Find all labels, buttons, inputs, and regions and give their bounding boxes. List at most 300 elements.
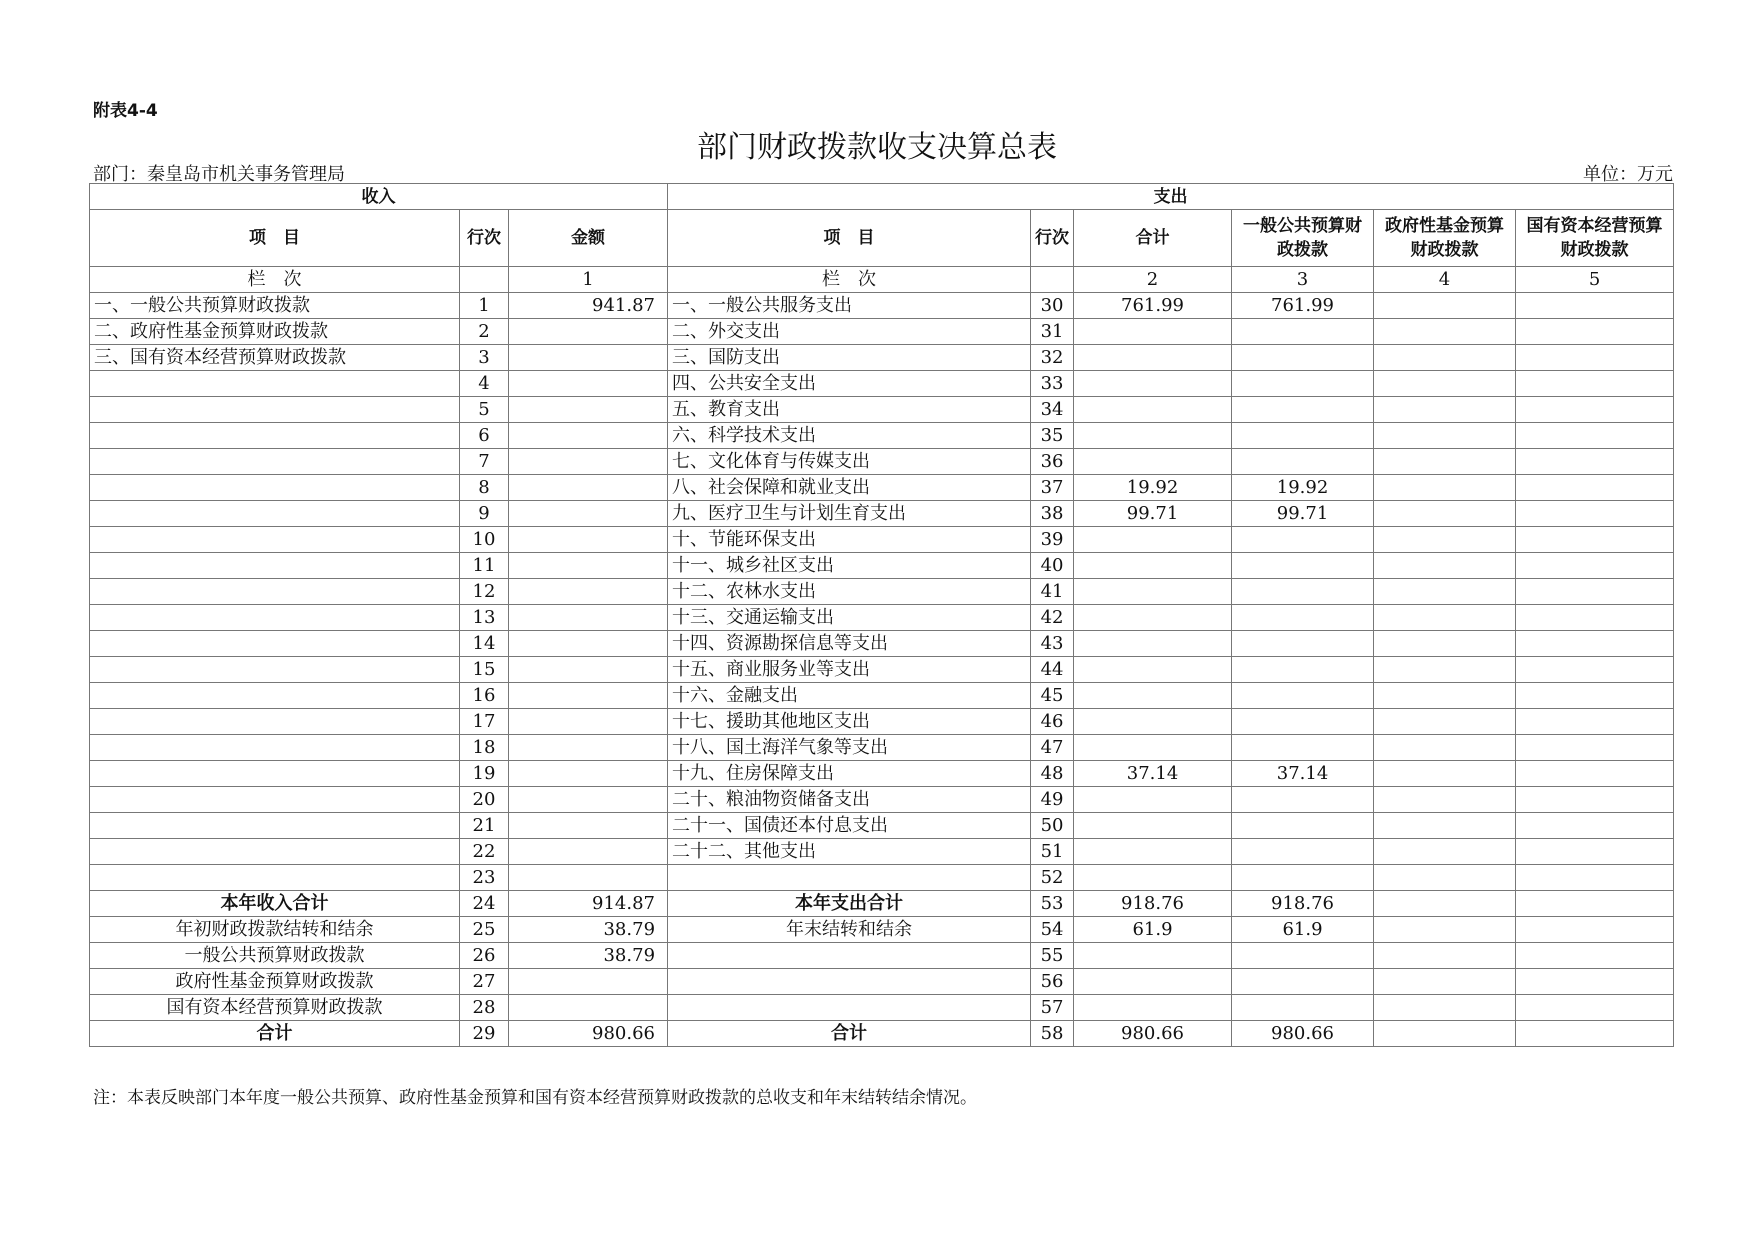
empty-cell — [460, 267, 509, 293]
expense-general — [1232, 449, 1374, 475]
expense-item — [668, 969, 1031, 995]
expense-item: 本年支出合计 — [668, 891, 1031, 917]
empty-cell — [1031, 267, 1074, 293]
page-title: 部门财政拨款收支决算总表 — [697, 130, 1057, 165]
expense-gov-fund — [1374, 813, 1516, 839]
expense-state-capital — [1516, 605, 1674, 631]
expense-state-capital — [1516, 969, 1674, 995]
income-amount: 38.79 — [509, 917, 668, 943]
expense-general — [1232, 813, 1374, 839]
income-item: 一般公共预算财政拨款 — [90, 943, 460, 969]
income-item — [90, 397, 460, 423]
table-row — [90, 319, 1674, 345]
income-row-no: 27 — [460, 969, 509, 995]
table-row — [90, 787, 1674, 813]
income-amount — [509, 969, 668, 995]
expense-gov-fund — [1374, 371, 1516, 397]
expense-gov-fund — [1374, 293, 1516, 319]
expense-total — [1074, 787, 1232, 813]
expense-gov-fund — [1374, 839, 1516, 865]
expense-total — [1074, 423, 1232, 449]
expense-gov-fund — [1374, 943, 1516, 969]
income-item — [90, 371, 460, 397]
expense-row-no: 31 — [1031, 319, 1074, 345]
income-item — [90, 579, 460, 605]
expense-total — [1074, 839, 1232, 865]
expense-total — [1074, 319, 1232, 345]
expense-general: 19.92 — [1232, 475, 1374, 501]
income-item: 国有资本经营预算财政拨款 — [90, 995, 460, 1021]
expense-row-no: 55 — [1031, 943, 1074, 969]
expense-item: 十八、国土海洋气象等支出 — [668, 735, 1031, 761]
expense-gov-fund — [1374, 683, 1516, 709]
expense-item: 十、节能环保支出 — [668, 527, 1031, 553]
income-item — [90, 501, 460, 527]
expense-general — [1232, 995, 1374, 1021]
expense-row-no: 40 — [1031, 553, 1074, 579]
expense-total — [1074, 657, 1232, 683]
expense-total — [1074, 553, 1232, 579]
income-item: 三、国有资本经营预算财政拨款 — [90, 345, 460, 371]
expense-total — [1074, 995, 1232, 1021]
expense-row-no: 46 — [1031, 709, 1074, 735]
income-amount — [509, 501, 668, 527]
income-row-no: 1 — [460, 293, 509, 319]
income-amount — [509, 631, 668, 657]
income-row-no: 6 — [460, 423, 509, 449]
income-row-no: 10 — [460, 527, 509, 553]
expense-total — [1074, 969, 1232, 995]
table-row — [90, 345, 1674, 371]
income-amount — [509, 345, 668, 371]
expense-total — [1074, 735, 1232, 761]
expense-gov-fund — [1374, 917, 1516, 943]
income-item — [90, 423, 460, 449]
expense-state-capital — [1516, 371, 1674, 397]
expense-item: 十一、城乡社区支出 — [668, 553, 1031, 579]
expense-item: 十六、金融支出 — [668, 683, 1031, 709]
expense-row-no: 44 — [1031, 657, 1074, 683]
expense-total — [1074, 397, 1232, 423]
expense-total — [1074, 683, 1232, 709]
income-row-no: 13 — [460, 605, 509, 631]
expense-gov-fund — [1374, 527, 1516, 553]
expense-state-capital — [1516, 813, 1674, 839]
expense-item: 五、教育支出 — [668, 397, 1031, 423]
table-row — [90, 839, 1674, 865]
expense-gov-fund — [1374, 605, 1516, 631]
expense-row-no: 33 — [1031, 371, 1074, 397]
income-amount — [509, 527, 668, 553]
income-item: 本年收入合计 — [90, 891, 460, 917]
table-row — [90, 995, 1674, 1021]
expense-item — [668, 995, 1031, 1021]
expense-gov-fund — [1374, 319, 1516, 345]
expense-general — [1232, 423, 1374, 449]
income-amount — [509, 319, 668, 345]
table-row — [90, 397, 1674, 423]
income-amount — [509, 865, 668, 891]
column-no-2: 2 — [1074, 267, 1232, 293]
expense-general — [1232, 787, 1374, 813]
income-row-no: 15 — [460, 657, 509, 683]
income-item — [90, 839, 460, 865]
expense-total — [1074, 527, 1232, 553]
income-row-no: 28 — [460, 995, 509, 1021]
income-amount — [509, 761, 668, 787]
expense-gov-fund — [1374, 865, 1516, 891]
expense-state-capital — [1516, 735, 1674, 761]
expense-state-capital — [1516, 553, 1674, 579]
expense-state-capital — [1516, 709, 1674, 735]
expense-general — [1232, 657, 1374, 683]
expense-state-capital — [1516, 423, 1674, 449]
expense-state-capital — [1516, 345, 1674, 371]
expense-state-capital — [1516, 865, 1674, 891]
expense-item: 二、外交支出 — [668, 319, 1031, 345]
expense-total — [1074, 813, 1232, 839]
income-item — [90, 657, 460, 683]
expense-total: 761.99 — [1074, 293, 1232, 319]
income-item — [90, 475, 460, 501]
expense-item: 十三、交通运输支出 — [668, 605, 1031, 631]
income-row-no: 19 — [460, 761, 509, 787]
expense-state-capital — [1516, 319, 1674, 345]
income-item — [90, 553, 460, 579]
expense-general — [1232, 319, 1374, 345]
column-label-right: 栏 次 — [668, 267, 1031, 293]
expense-gov-fund — [1374, 397, 1516, 423]
gov-fund-header: 政府性基金预算财政拨款 — [1374, 210, 1516, 267]
table-row — [90, 449, 1674, 475]
expense-state-capital — [1516, 527, 1674, 553]
expense-general: 37.14 — [1232, 761, 1374, 787]
table-row — [90, 683, 1674, 709]
expense-total — [1074, 631, 1232, 657]
expense-state-capital — [1516, 683, 1674, 709]
expense-item: 四、公共安全支出 — [668, 371, 1031, 397]
expense-item: 十九、住房保障支出 — [668, 761, 1031, 787]
budget-table — [89, 183, 1674, 1047]
income-header: 收入 — [90, 184, 668, 210]
column-no-5: 5 — [1516, 267, 1674, 293]
expense-total — [1074, 449, 1232, 475]
footnote: 注：本表反映部门本年度一般公共预算、政府性基金预算和国有资本经营预算财政拨款的总收支和年末结转结余情况。 — [93, 1088, 977, 1108]
income-amount: 38.79 — [509, 943, 668, 969]
expense-state-capital — [1516, 475, 1674, 501]
income-row-no: 7 — [460, 449, 509, 475]
income-item — [90, 787, 460, 813]
expense-state-capital — [1516, 1021, 1674, 1047]
appendix-label: 附表4-4 — [93, 101, 158, 121]
expense-row-no: 49 — [1031, 787, 1074, 813]
income-amount — [509, 787, 668, 813]
table-row — [90, 657, 1674, 683]
income-row-no: 3 — [460, 345, 509, 371]
expense-state-capital — [1516, 397, 1674, 423]
expense-row-no: 37 — [1031, 475, 1074, 501]
income-row-no: 20 — [460, 787, 509, 813]
income-row-no: 11 — [460, 553, 509, 579]
income-row-no: 24 — [460, 891, 509, 917]
table-row — [90, 865, 1674, 891]
income-amount — [509, 709, 668, 735]
income-item: 年初财政拨款结转和结余 — [90, 917, 460, 943]
income-amount — [509, 657, 668, 683]
expense-gov-fund — [1374, 1021, 1516, 1047]
expense-total — [1074, 865, 1232, 891]
expense-general — [1232, 397, 1374, 423]
income-amount — [509, 995, 668, 1021]
expense-gov-fund — [1374, 761, 1516, 787]
expense-total — [1074, 709, 1232, 735]
expense-gov-fund — [1374, 579, 1516, 605]
table-row — [90, 371, 1674, 397]
income-row-no: 29 — [460, 1021, 509, 1047]
department-label: 部门：秦皇岛市机关事务管理局 — [93, 164, 345, 185]
income-item-header: 项 目 — [90, 210, 460, 267]
expense-row-no: 42 — [1031, 605, 1074, 631]
table-row — [90, 709, 1674, 735]
income-amount — [509, 371, 668, 397]
income-amount — [509, 735, 668, 761]
expense-gov-fund — [1374, 553, 1516, 579]
income-amount — [509, 839, 668, 865]
expense-gov-fund — [1374, 423, 1516, 449]
table-row — [90, 527, 1674, 553]
income-item — [90, 683, 460, 709]
income-row-no: 25 — [460, 917, 509, 943]
table-row — [90, 943, 1674, 969]
expense-gov-fund — [1374, 709, 1516, 735]
expense-state-capital — [1516, 501, 1674, 527]
income-amount: 941.87 — [509, 293, 668, 319]
income-row-no: 14 — [460, 631, 509, 657]
expense-gov-fund — [1374, 345, 1516, 371]
income-row-no: 4 — [460, 371, 509, 397]
expense-item — [668, 865, 1031, 891]
expense-row-no: 41 — [1031, 579, 1074, 605]
expense-total — [1074, 605, 1232, 631]
unit-label: 单位：万元 — [1583, 164, 1673, 185]
expense-item: 二十二、其他支出 — [668, 839, 1031, 865]
expense-total: 980.66 — [1074, 1021, 1232, 1047]
income-row-no: 21 — [460, 813, 509, 839]
income-row-no: 5 — [460, 397, 509, 423]
expense-total — [1074, 579, 1232, 605]
expense-row-no: 34 — [1031, 397, 1074, 423]
amount-header: 金额 — [509, 210, 668, 267]
income-item: 一、一般公共预算财政拨款 — [90, 293, 460, 319]
expense-total — [1074, 943, 1232, 969]
expense-row-no: 43 — [1031, 631, 1074, 657]
expense-general — [1232, 943, 1374, 969]
expense-item: 合计 — [668, 1021, 1031, 1047]
expense-item: 十七、援助其他地区支出 — [668, 709, 1031, 735]
expense-total — [1074, 371, 1232, 397]
income-item: 政府性基金预算财政拨款 — [90, 969, 460, 995]
expense-row-no: 32 — [1031, 345, 1074, 371]
expense-general: 99.71 — [1232, 501, 1374, 527]
expense-item: 八、社会保障和就业支出 — [668, 475, 1031, 501]
income-row-no-header: 行次 — [460, 210, 509, 267]
expense-general: 918.76 — [1232, 891, 1374, 917]
expense-general — [1232, 553, 1374, 579]
expense-item: 三、国防支出 — [668, 345, 1031, 371]
expense-state-capital — [1516, 449, 1674, 475]
expense-row-no: 38 — [1031, 501, 1074, 527]
expense-row-no: 52 — [1031, 865, 1074, 891]
income-amount — [509, 423, 668, 449]
expense-state-capital — [1516, 293, 1674, 319]
income-row-no: 16 — [460, 683, 509, 709]
column-no-1: 1 — [509, 267, 668, 293]
income-item — [90, 709, 460, 735]
income-amount — [509, 553, 668, 579]
expense-row-no: 50 — [1031, 813, 1074, 839]
expense-row-no: 56 — [1031, 969, 1074, 995]
income-item — [90, 865, 460, 891]
table-row — [90, 631, 1674, 657]
income-row-no: 8 — [460, 475, 509, 501]
expense-general — [1232, 683, 1374, 709]
expense-state-capital — [1516, 891, 1674, 917]
table-row — [90, 423, 1674, 449]
general-budget-header: 一般公共预算财政拨款 — [1232, 210, 1374, 267]
income-item: 二、政府性基金预算财政拨款 — [90, 319, 460, 345]
expense-item: 二十一、国债还本付息支出 — [668, 813, 1031, 839]
table-row — [90, 891, 1674, 917]
income-amount — [509, 397, 668, 423]
expense-item: 六、科学技术支出 — [668, 423, 1031, 449]
expense-total: 37.14 — [1074, 761, 1232, 787]
expense-item: 十二、农林水支出 — [668, 579, 1031, 605]
expense-row-no: 30 — [1031, 293, 1074, 319]
expense-total — [1074, 345, 1232, 371]
expense-general — [1232, 735, 1374, 761]
expense-state-capital — [1516, 579, 1674, 605]
expense-item-header: 项 目 — [668, 210, 1031, 267]
expense-item — [668, 943, 1031, 969]
expense-gov-fund — [1374, 631, 1516, 657]
table-row — [90, 761, 1674, 787]
expense-gov-fund — [1374, 501, 1516, 527]
income-row-no: 12 — [460, 579, 509, 605]
income-amount: 980.66 — [509, 1021, 668, 1047]
income-row-no: 17 — [460, 709, 509, 735]
expense-state-capital — [1516, 631, 1674, 657]
income-amount — [509, 475, 668, 501]
expense-total: 19.92 — [1074, 475, 1232, 501]
expense-row-no: 47 — [1031, 735, 1074, 761]
column-label-left: 栏 次 — [90, 267, 460, 293]
expense-row-no: 54 — [1031, 917, 1074, 943]
expense-row-no: 51 — [1031, 839, 1074, 865]
expense-state-capital — [1516, 657, 1674, 683]
expense-general: 61.9 — [1232, 917, 1374, 943]
expense-general — [1232, 345, 1374, 371]
expense-row-no: 39 — [1031, 527, 1074, 553]
expense-general — [1232, 527, 1374, 553]
income-item — [90, 449, 460, 475]
expense-state-capital — [1516, 787, 1674, 813]
income-item — [90, 761, 460, 787]
expense-general — [1232, 839, 1374, 865]
expense-row-no: 53 — [1031, 891, 1074, 917]
income-item — [90, 631, 460, 657]
column-no-4: 4 — [1374, 267, 1516, 293]
expense-row-no: 36 — [1031, 449, 1074, 475]
table-row — [90, 813, 1674, 839]
table-row — [90, 1021, 1674, 1047]
table-row — [90, 735, 1674, 761]
expense-general — [1232, 631, 1374, 657]
expense-general — [1232, 371, 1374, 397]
income-row-no: 26 — [460, 943, 509, 969]
income-row-no: 9 — [460, 501, 509, 527]
expense-item: 二十、粮油物资储备支出 — [668, 787, 1031, 813]
expense-row-no: 58 — [1031, 1021, 1074, 1047]
expense-state-capital — [1516, 917, 1674, 943]
income-row-no: 18 — [460, 735, 509, 761]
expense-row-no: 45 — [1031, 683, 1074, 709]
expense-general — [1232, 579, 1374, 605]
expense-item: 一、一般公共服务支出 — [668, 293, 1031, 319]
expense-total: 918.76 — [1074, 891, 1232, 917]
income-item — [90, 735, 460, 761]
income-item — [90, 527, 460, 553]
income-row-no: 23 — [460, 865, 509, 891]
income-item: 合计 — [90, 1021, 460, 1047]
expense-state-capital — [1516, 839, 1674, 865]
expense-item: 九、医疗卫生与计划生育支出 — [668, 501, 1031, 527]
table-row — [90, 501, 1674, 527]
table-row — [90, 917, 1674, 943]
table-row — [90, 553, 1674, 579]
expense-gov-fund — [1374, 787, 1516, 813]
expense-gov-fund — [1374, 891, 1516, 917]
table-row — [90, 605, 1674, 631]
expense-item: 十五、商业服务业等支出 — [668, 657, 1031, 683]
table-row — [90, 579, 1674, 605]
expense-general — [1232, 709, 1374, 735]
expense-general: 761.99 — [1232, 293, 1374, 319]
expense-item: 十四、资源勘探信息等支出 — [668, 631, 1031, 657]
total-header: 合计 — [1074, 210, 1232, 267]
expense-general: 980.66 — [1232, 1021, 1374, 1047]
income-item — [90, 605, 460, 631]
expense-total: 61.9 — [1074, 917, 1232, 943]
expense-general — [1232, 969, 1374, 995]
expense-gov-fund — [1374, 449, 1516, 475]
income-amount: 914.87 — [509, 891, 668, 917]
income-item — [90, 813, 460, 839]
income-amount — [509, 683, 668, 709]
expense-gov-fund — [1374, 475, 1516, 501]
expense-row-no: 48 — [1031, 761, 1074, 787]
income-row-no: 22 — [460, 839, 509, 865]
expense-row-no: 57 — [1031, 995, 1074, 1021]
table-row — [90, 293, 1674, 319]
expense-header: 支出 — [668, 184, 1674, 210]
income-row-no: 2 — [460, 319, 509, 345]
expense-gov-fund — [1374, 995, 1516, 1021]
expense-gov-fund — [1374, 657, 1516, 683]
income-amount — [509, 605, 668, 631]
expense-state-capital — [1516, 995, 1674, 1021]
table-row — [90, 475, 1674, 501]
expense-total: 99.71 — [1074, 501, 1232, 527]
